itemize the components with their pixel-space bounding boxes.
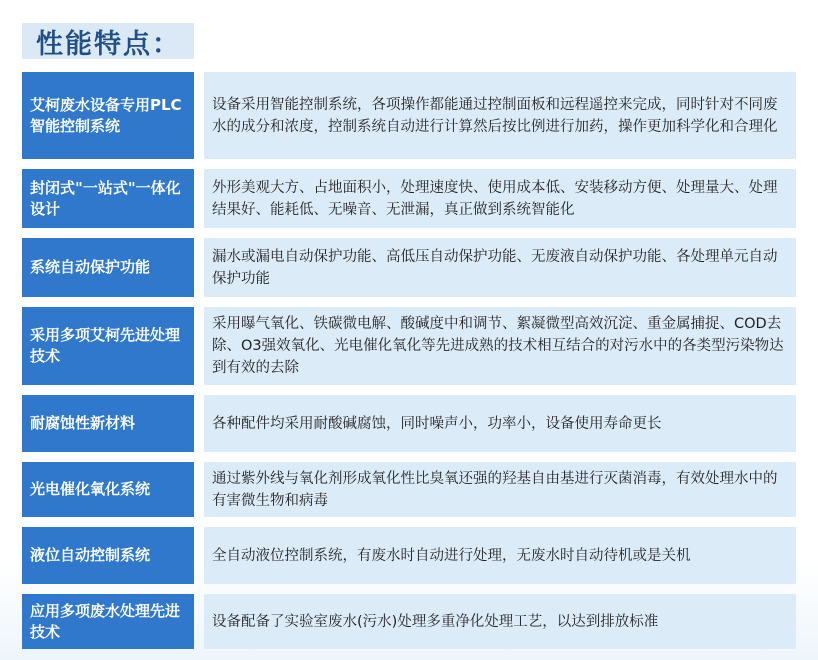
feature-label xyxy=(22,395,194,452)
feature-description-text: 采用曝气氧化、铁碳微电解、酸碱度中和调节、絮凝微型高效沉淀、重金属捕捉、COD去除、O3强效氧化、光电催化氧化等先进成熟的技术相互结合的对污水中的各类型污染物达到有效的去除 xyxy=(212,316,784,376)
feature-description xyxy=(204,238,796,297)
feature-description xyxy=(204,462,796,517)
feature-label-text: 耐腐蚀性新材料 xyxy=(30,414,136,432)
feature-description-text: 通过紫外线与氧化剂形成氧化性比臭氧还强的羟基自由基进行灭菌消毒，有效处理水中的有害微生物和病毒 xyxy=(212,470,778,509)
feature-description-text: 外形美观大方、占地面积小，处理速度快、使用成本低、安装移动方便、处理量大、处理结果好、能耗低、无噪音、无泄漏，真正做到系统智能化 xyxy=(212,179,778,218)
feature-description xyxy=(204,307,796,385)
feature-description-text: 漏水或漏电自动保护功能、高低压自动保护功能、无废液自动保护功能、各处理单元自动保护功能 xyxy=(212,248,778,287)
feature-label xyxy=(22,238,194,297)
feature-description xyxy=(204,169,796,228)
feature-label-text: 应用多项废水处理先进技术 xyxy=(30,601,181,641)
feature-label-text: 采用多项艾柯先进处理技术 xyxy=(30,326,181,365)
feature-description-text: 各种配件均采用耐酸碱腐蚀，同时噪声小，功率小，设备使用寿命更长 xyxy=(212,415,662,432)
feature-description-text: 设备配备了实验室废水(污水)处理多重净化处理工艺，以达到排放标准 xyxy=(212,613,659,630)
feature-row-materials xyxy=(22,395,796,452)
feature-row-level-control xyxy=(22,527,796,584)
feature-row-integrated xyxy=(22,169,796,228)
feature-label xyxy=(22,169,194,228)
feature-label xyxy=(22,72,194,159)
feature-label-text: 艾柯废水设备专用PLC智能控制系统 xyxy=(30,95,182,135)
feature-label-text: 光电催化氧化系统 xyxy=(30,480,151,498)
feature-label-text: 系统自动保护功能 xyxy=(30,258,151,276)
feature-label xyxy=(22,462,194,517)
feature-description xyxy=(204,395,796,452)
feature-description-text: 全自动液位控制系统，有废水时自动进行处理，无废水时自动待机或是关机 xyxy=(212,547,691,564)
feature-description xyxy=(204,72,796,159)
feature-description-text: 设备采用智能控制系统，各项操作都能通过控制面板和远程遥控来完成，同时针对不同废水的成分和浓度，控制系统自动进行计算然后按比例进行加药，操作更加科学化和合理化 xyxy=(212,96,778,135)
feature-label xyxy=(22,594,194,649)
feature-label-text: 液位自动控制系统 xyxy=(30,546,151,564)
feature-row-plc xyxy=(22,72,796,159)
feature-description xyxy=(204,594,796,649)
section-title-bar xyxy=(22,23,194,59)
section-title: 性能特点： xyxy=(36,28,181,60)
feature-row-protection xyxy=(22,238,796,297)
feature-row-technology xyxy=(22,307,796,385)
feature-label xyxy=(22,527,194,584)
feature-label xyxy=(22,307,194,385)
feature-row-photocatalysis xyxy=(22,462,796,517)
feature-description xyxy=(204,527,796,584)
feature-label-text: 封闭式"一站式"一体化设计 xyxy=(30,178,181,218)
feature-row-advanced xyxy=(22,594,796,649)
